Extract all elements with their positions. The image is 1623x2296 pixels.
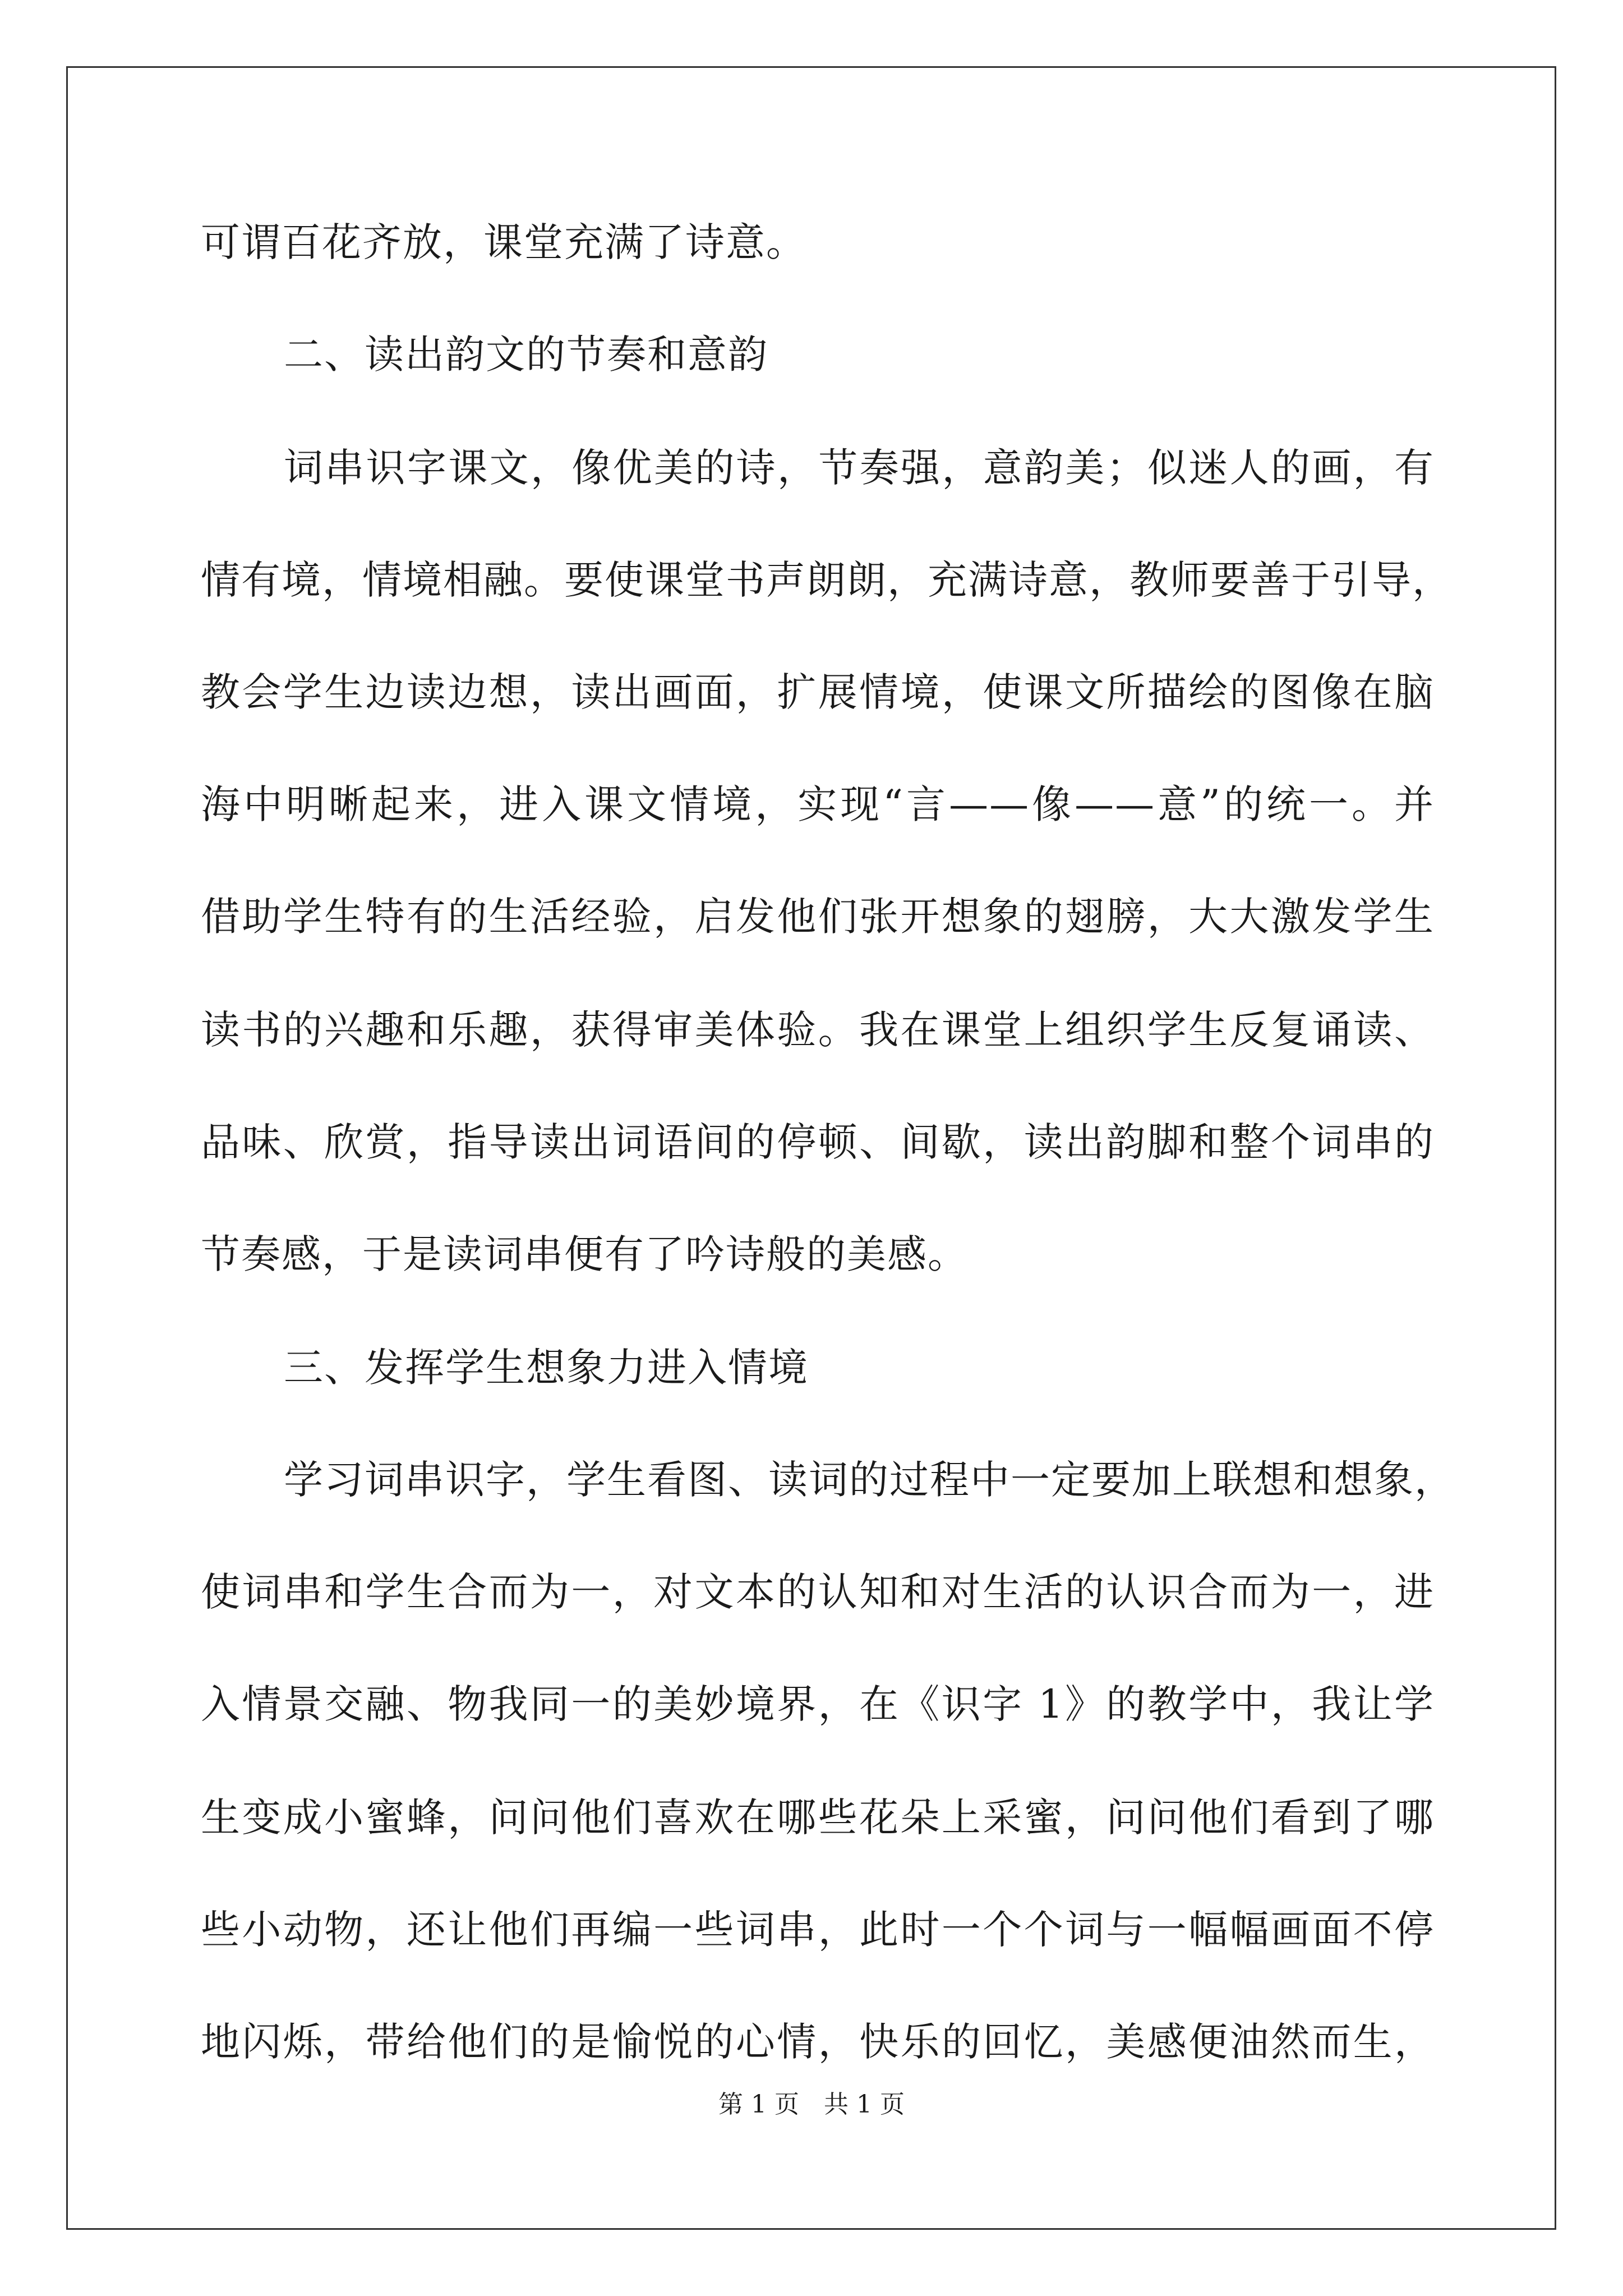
section-heading: 三、发挥学生想象力进入情境 bbox=[284, 1345, 809, 1391]
text-line: 些小动物，还让他们再编一些词串，此时一个个词与一幅幅画面不停 bbox=[201, 1907, 1435, 1953]
text-line: 学习词串识字，学生看图、读词的过程中一定要加上联想和想象， bbox=[284, 1457, 1455, 1503]
text-line: 借助学生特有的生活经验，启发他们张开想象的翅膀，大大激发学生 bbox=[201, 894, 1435, 940]
page-footer: 第 1 页 共 1 页 bbox=[718, 2090, 905, 2119]
text-line: 教会学生边读边想，读出画面，扩展情境，使课文所描绘的图像在脑 bbox=[201, 669, 1435, 715]
text-line: 生变成小蜜蜂，问问他们喜欢在哪些花朵上采蜜，问问他们看到了哪 bbox=[201, 1795, 1435, 1841]
text-line: 词串识字课文，像优美的诗，节奏强，意韵美；似迷人的画，有 bbox=[284, 445, 1435, 491]
text-line: 情有境，情境相融。要使课堂书声朗朗，充满诗意，教师要善于引导， bbox=[201, 557, 1453, 603]
text-line: 使词串和学生合而为一，对文本的认知和对生活的认识合而为一，进 bbox=[201, 1569, 1435, 1615]
text-line: 节奏感，于是读词串便有了吟诗般的美感。 bbox=[201, 1231, 968, 1277]
text-line: 读书的兴趣和乐趣，获得审美体验。我在课堂上组织学生反复诵读、 bbox=[201, 1007, 1435, 1053]
section-heading: 二、读出韵文的节奏和意韵 bbox=[284, 332, 768, 378]
text-line: 海中明晰起来，进入课文情境，实现“言——像——意”的统一。并 bbox=[201, 781, 1435, 827]
text-line: 可谓百花齐放，课堂充满了诗意。 bbox=[201, 219, 806, 265]
text-line: 品味、欣赏，指导读出词语间的停顿、间歇，读出韵脚和整个词串的 bbox=[201, 1119, 1435, 1165]
text-line: 入情景交融、物我同一的美妙境界，在《识字 1》的教学中，我让学 bbox=[201, 1681, 1435, 1727]
text-line: 地闪烁，带给他们的是愉悦的心情，快乐的回忆，美感便油然而生， bbox=[201, 2019, 1435, 2065]
